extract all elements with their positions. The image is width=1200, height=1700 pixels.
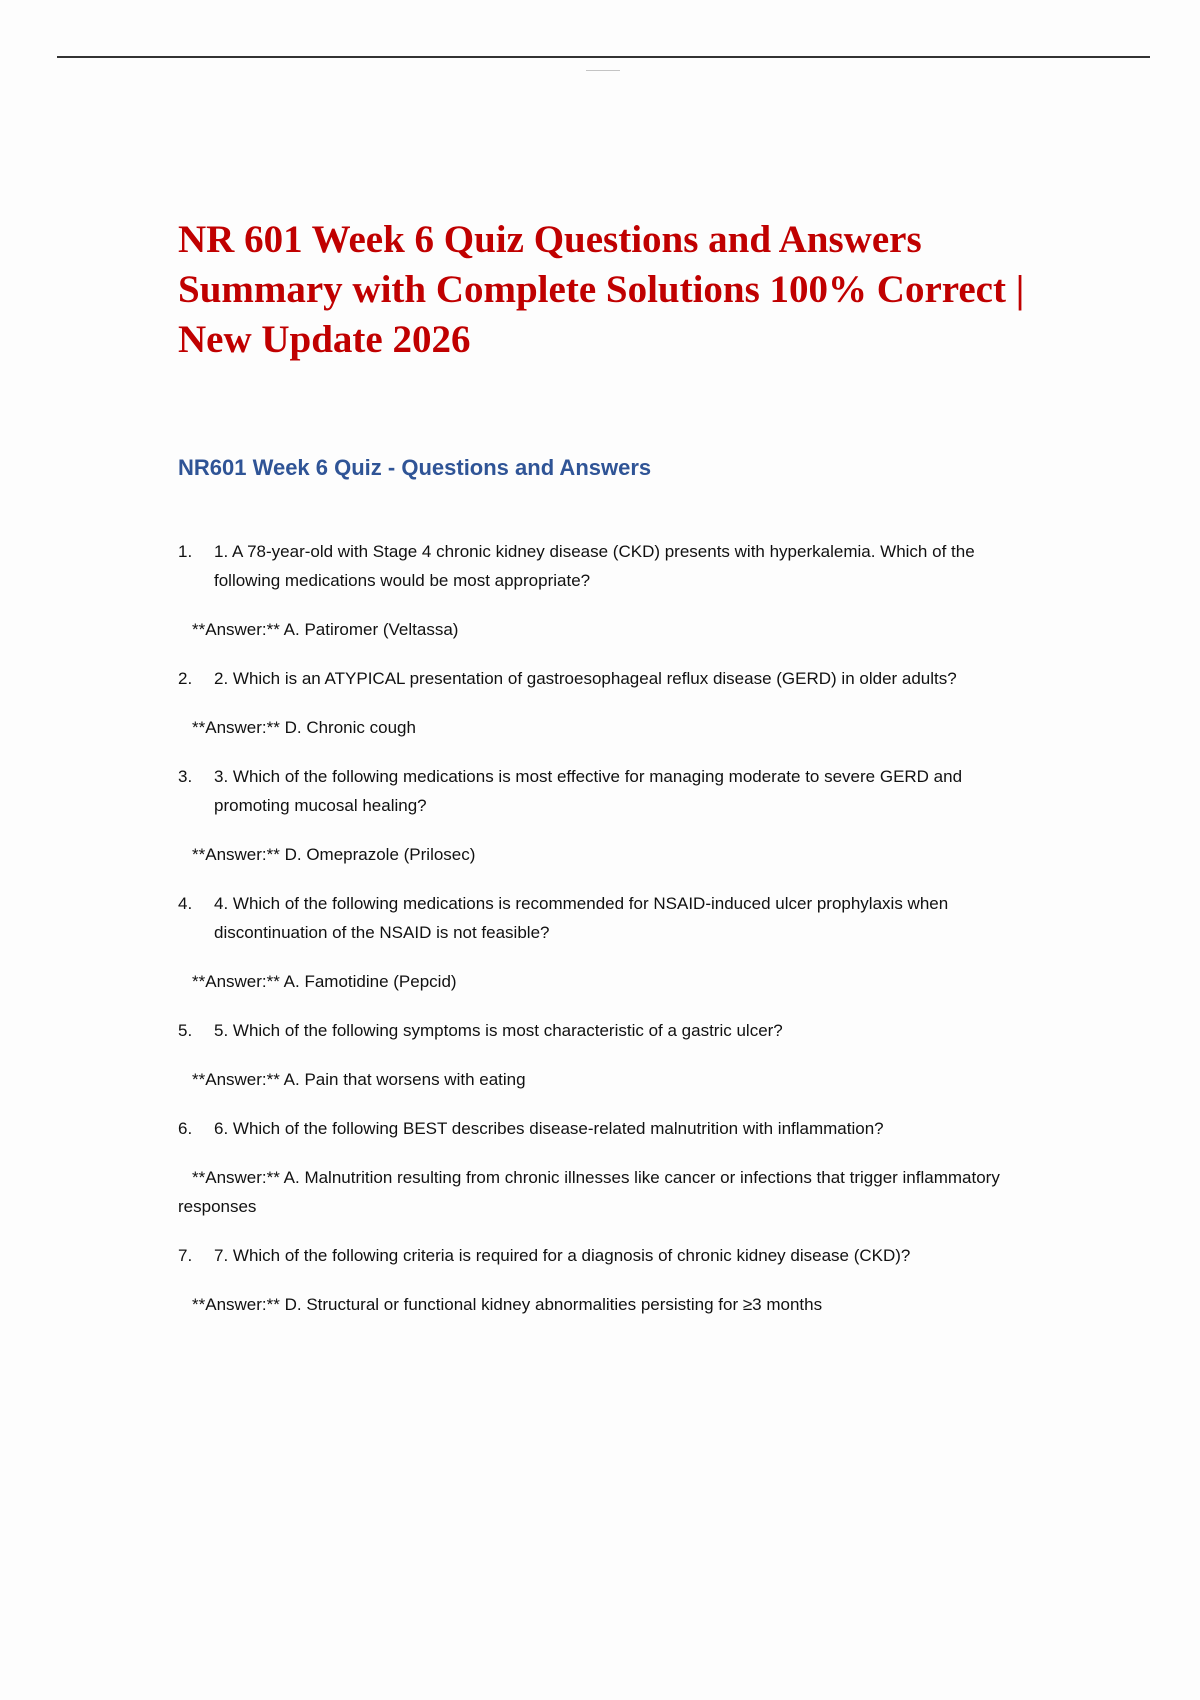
question-number: 4.	[178, 894, 193, 913]
question	[178, 1241, 1038, 1270]
question	[178, 1114, 1038, 1143]
answer: **Answer:** A. Pain that worsens with eating	[192, 1070, 526, 1089]
question-number: 1.	[178, 542, 193, 561]
question	[178, 889, 1038, 947]
qa-item-7	[178, 1241, 1038, 1319]
qa-item-5	[178, 1016, 1038, 1094]
answer: **Answer:** A. Malnutrition resulting from chronic illnesses like cancer or infections that trigger inflammatory responses	[178, 1168, 1000, 1216]
question-text: 2. Which is an ATYPICAL presentation of gastroesophageal reflux disease (GERD) in older adults?	[214, 669, 957, 688]
question-text: 4. Which of the following medications is recommended for NSAID-induced ulcer prophylaxis when discontinuation of the NSAID is not feasible?	[214, 894, 949, 942]
answer: **Answer:** A. Patiromer (Veltassa)	[192, 620, 459, 639]
question-number: 7.	[178, 1246, 193, 1265]
qa-item-6	[178, 1114, 1038, 1221]
answer: **Answer:** D. Chronic cough	[192, 718, 416, 737]
qa-item-1	[178, 537, 1038, 644]
question	[178, 664, 1038, 693]
question-text: 1. A 78-year-old with Stage 4 chronic kidney disease (CKD) presents with hyperkalemia. Which of the following medications would be most appropriate?	[214, 542, 975, 590]
header-mark	[580, 68, 626, 73]
question-number: 5.	[178, 1021, 193, 1040]
question-number: 3.	[178, 767, 193, 786]
question	[178, 762, 1038, 820]
qa-item-3	[178, 762, 1038, 869]
qa-item-2	[178, 664, 1038, 742]
qa-item-4	[178, 889, 1038, 996]
qa-list	[178, 537, 1038, 1339]
question-text: 3. Which of the following medications is most effective for managing moderate to severe GERD and promoting mucosal healing?	[214, 767, 963, 815]
answer: **Answer:** A. Famotidine (Pepcid)	[192, 972, 457, 991]
section-heading: NR601 Week 6 Quiz - Questions and Answers	[178, 455, 652, 480]
question-number: 2.	[178, 669, 193, 688]
question-text: 5. Which of the following symptoms is most characteristic of a gastric ulcer?	[214, 1021, 783, 1040]
answer: **Answer:** D. Structural or functional kidney abnormalities persisting for ≥3 months	[192, 1295, 823, 1314]
document-title: NR 601 Week 6 Quiz Questions and Answers Summary with Complete Solutions 100% Correct | New Update 2026	[178, 218, 1025, 361]
answer: **Answer:** D. Omeprazole (Prilosec)	[192, 845, 476, 864]
question-text: 7. Which of the following criteria is required for a diagnosis of chronic kidney disease (CKD)?	[214, 1246, 911, 1265]
question	[178, 1016, 1038, 1045]
question-text: 6. Which of the following BEST describes disease-related malnutrition with inflammation?	[214, 1119, 884, 1138]
header-rule	[57, 56, 1150, 58]
question	[178, 537, 1038, 595]
question-number: 6.	[178, 1119, 193, 1138]
